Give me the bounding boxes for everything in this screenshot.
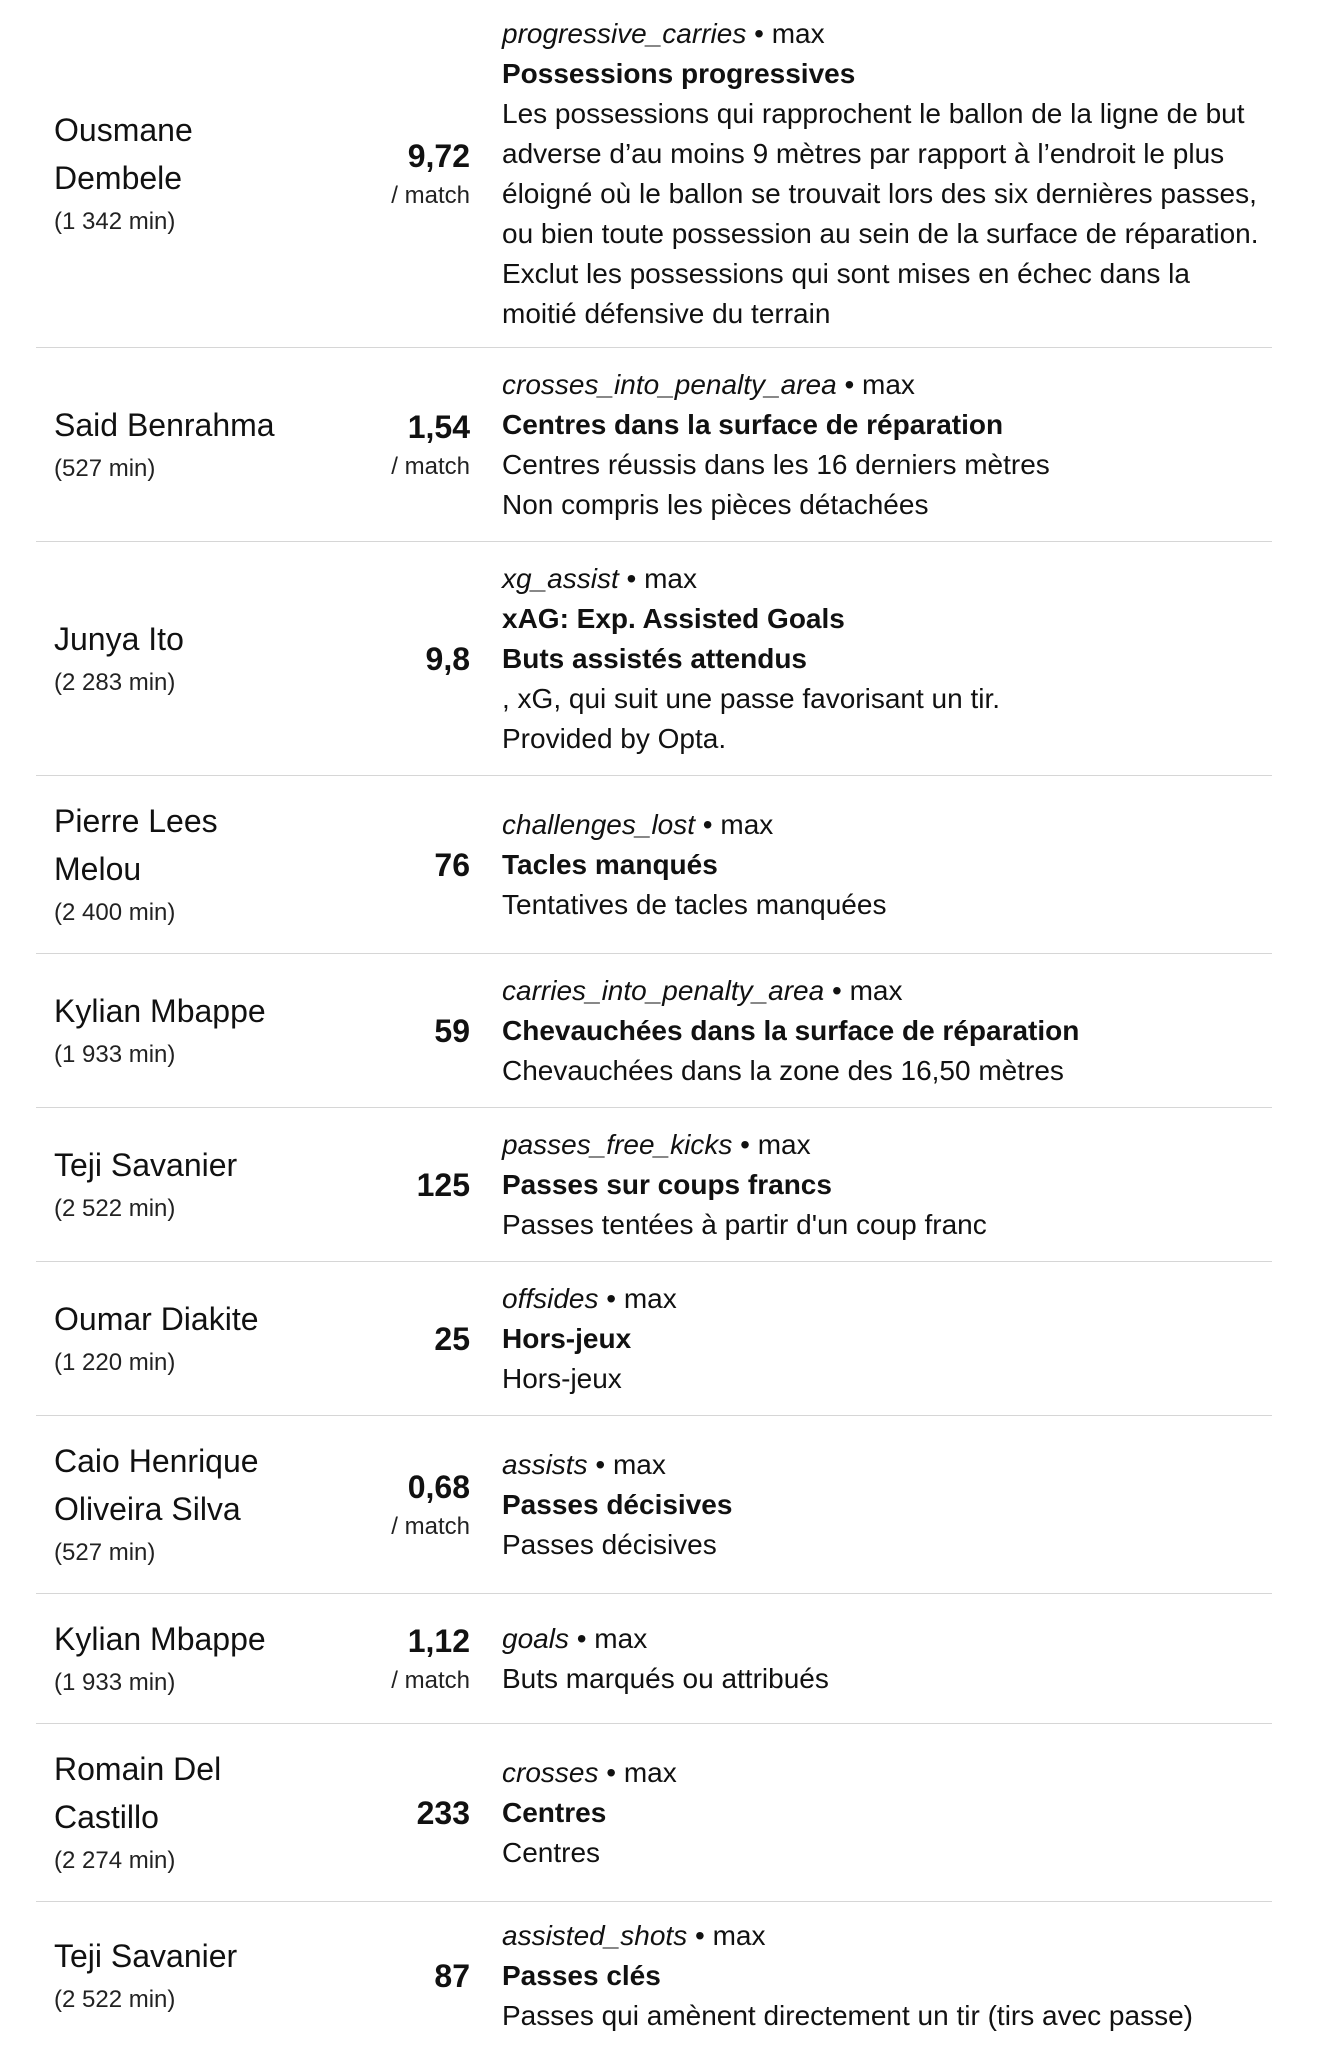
stat-description-cell bbox=[470, 971, 1272, 1091]
stat-key: carries_into_penalty_area bbox=[502, 974, 825, 1006]
record-row bbox=[36, 1262, 1272, 1416]
player-name: Ousmane Dembele bbox=[54, 111, 193, 196]
value-cell bbox=[326, 1465, 470, 1545]
stat-description: Chevauchées dans la zone des 16,50 mètres bbox=[502, 1054, 1064, 1086]
player-cell bbox=[36, 1141, 326, 1229]
stat-tag: • max bbox=[687, 1920, 766, 1951]
stat-key-line bbox=[502, 365, 1272, 405]
player-minutes: (2 283 min) bbox=[54, 668, 176, 696]
stat-key: assisted_shots bbox=[502, 1920, 688, 1951]
record-row bbox=[36, 954, 1272, 1108]
stat-key: crosses_into_penalty_area bbox=[502, 368, 837, 400]
player-cell bbox=[36, 1745, 326, 1881]
player-cell bbox=[36, 987, 326, 1075]
stat-title: Passes décisives bbox=[502, 1488, 733, 1520]
stat-description-cell bbox=[470, 805, 1272, 925]
stat-key-line bbox=[502, 1125, 1272, 1165]
stat-description-cell bbox=[470, 365, 1272, 525]
stat-value: 9,72 bbox=[407, 137, 470, 174]
stat-tag: • max bbox=[598, 1282, 677, 1314]
stat-title: Hors-jeux bbox=[502, 1322, 632, 1354]
player-cell bbox=[36, 1615, 326, 1703]
stat-description-cell bbox=[470, 559, 1272, 759]
value-cell bbox=[326, 1317, 470, 1361]
stat-description: Provided by Opta. bbox=[502, 722, 727, 754]
player-minutes: (2 522 min) bbox=[54, 1194, 176, 1222]
player-minutes: (2 522 min) bbox=[54, 1986, 176, 2013]
player-name: Oumar Diakite bbox=[54, 1300, 259, 1337]
player-cell bbox=[36, 1932, 326, 2020]
stat-title: Centres bbox=[502, 1796, 607, 1828]
player-minutes: (2 274 min) bbox=[54, 1846, 176, 1874]
player-cell bbox=[36, 1295, 326, 1383]
stat-key: crosses bbox=[502, 1756, 599, 1788]
player-name: Kylian Mbappe bbox=[54, 992, 266, 1029]
stat-key: challenges_lost bbox=[502, 808, 696, 840]
stat-key: progressive_carries bbox=[502, 17, 747, 49]
stat-key: offsides bbox=[502, 1282, 599, 1314]
stat-description: Passes tentées à partir d'un coup franc bbox=[502, 1208, 987, 1240]
player-name: Teji Savanier bbox=[54, 1146, 238, 1183]
record-row bbox=[36, 1416, 1272, 1594]
stat-description: Buts marqués ou attribués bbox=[502, 1662, 829, 1694]
stat-title: xAG: Exp. Assisted Goals bbox=[502, 602, 845, 634]
player-minutes: (1 342 min) bbox=[54, 207, 176, 235]
record-row bbox=[36, 1594, 1272, 1724]
stat-value: 25 bbox=[434, 1320, 470, 1357]
player-minutes: (1 933 min) bbox=[54, 1040, 176, 1068]
stat-key: goals bbox=[502, 1622, 569, 1654]
value-cell bbox=[326, 1009, 470, 1053]
stat-key: assists bbox=[502, 1448, 588, 1480]
stat-description-cell bbox=[470, 1619, 1272, 1699]
stat-description-cell bbox=[470, 14, 1272, 334]
stat-key-line bbox=[502, 1916, 1272, 1956]
stat-value: 125 bbox=[416, 1166, 470, 1203]
stat-key: passes_free_kicks bbox=[502, 1128, 733, 1160]
player-minutes: (1 220 min) bbox=[54, 1348, 176, 1376]
player-cell bbox=[36, 615, 326, 703]
player-minutes: (527 min) bbox=[54, 454, 156, 482]
record-row bbox=[36, 1724, 1272, 1902]
stat-unit: / match bbox=[391, 181, 470, 209]
player-cell bbox=[36, 106, 326, 242]
stat-unit: / match bbox=[391, 1512, 470, 1540]
stat-unit: / match bbox=[391, 1666, 470, 1694]
value-cell bbox=[326, 405, 470, 485]
player-minutes: (1 933 min) bbox=[54, 1668, 176, 1696]
stat-description-cell bbox=[470, 1916, 1272, 2036]
stat-description: Tentatives de tacles manquées bbox=[502, 888, 887, 920]
stat-tag: • max bbox=[618, 562, 697, 594]
stat-title: Chevauchées dans la surface de réparation bbox=[502, 1014, 1080, 1046]
player-name: Caio Henrique Oliveira Silva bbox=[54, 1442, 259, 1527]
player-name: Kylian Mbappe bbox=[54, 1620, 266, 1657]
stat-tag: • max bbox=[695, 808, 774, 840]
stat-description: Non compris les pièces détachées bbox=[502, 488, 929, 520]
stat-description-cell bbox=[470, 1445, 1272, 1565]
value-cell bbox=[326, 134, 470, 214]
stat-tag: • max bbox=[836, 368, 915, 400]
stat-value: 87 bbox=[434, 1958, 470, 1994]
stat-title: Possessions progressives bbox=[502, 57, 856, 89]
stat-description: Centres réussis dans les 16 derniers mètres bbox=[502, 448, 1050, 480]
stat-key-line bbox=[502, 971, 1272, 1011]
player-name: Junya Ito bbox=[54, 620, 184, 657]
stat-value: 76 bbox=[434, 846, 470, 883]
stat-title: Buts assistés attendus bbox=[502, 642, 807, 674]
player-name: Pierre Lees Melou bbox=[54, 802, 218, 887]
stat-description-cell bbox=[470, 1279, 1272, 1399]
stat-value: 59 bbox=[434, 1012, 470, 1049]
stat-key-line bbox=[502, 559, 1272, 599]
value-cell bbox=[326, 1619, 470, 1699]
stat-title: Passes sur coups francs bbox=[502, 1168, 832, 1200]
player-name: Teji Savanier bbox=[54, 1938, 238, 1974]
stat-description-cell bbox=[470, 1753, 1272, 1873]
stat-title: Tacles manqués bbox=[502, 848, 718, 880]
stat-key-line bbox=[502, 1619, 1272, 1659]
record-row bbox=[36, 1108, 1272, 1262]
value-cell bbox=[326, 1954, 470, 1998]
records-list bbox=[36, 0, 1272, 2050]
stat-value: 233 bbox=[416, 1794, 470, 1831]
stat-tag: • max bbox=[824, 974, 903, 1006]
player-name: Romain Del Castillo bbox=[54, 1750, 222, 1835]
stat-unit: / match bbox=[391, 452, 470, 480]
stat-description: Passes décisives bbox=[502, 1528, 717, 1560]
stat-tag: • max bbox=[746, 17, 825, 49]
player-name: Said Benrahma bbox=[54, 406, 275, 443]
record-row bbox=[36, 542, 1272, 776]
stat-description: Passes qui amènent directement un tir (tirs avec passe) bbox=[502, 2000, 1193, 2031]
stat-value: 1,12 bbox=[407, 1622, 470, 1659]
player-cell bbox=[36, 401, 326, 489]
player-minutes: (527 min) bbox=[54, 1538, 156, 1566]
player-cell bbox=[36, 797, 326, 933]
stat-key-line bbox=[502, 805, 1272, 845]
stat-description: Les possessions qui rapprochent le ballon de la ligne de but adverse d’au moins 9 mètres par rapport à l’endroit le plus éloigné où le ballon se trouvait lors des six dernières passes, ou bien toute possession au sein de la surface de réparation. Exclut les possessions qui sont mises en échec dans la moitié défensive du terrain bbox=[502, 97, 1259, 329]
stat-description: , xG, qui suit une passe favorisant un tir. bbox=[502, 682, 1001, 714]
stat-tag: • max bbox=[568, 1622, 648, 1654]
stat-title: Centres dans la surface de réparation bbox=[502, 408, 1004, 440]
stat-description-cell bbox=[470, 1125, 1272, 1245]
stat-key-line bbox=[502, 1445, 1272, 1485]
stat-description: Hors-jeux bbox=[502, 1362, 622, 1394]
value-cell bbox=[326, 1791, 470, 1835]
record-row bbox=[36, 0, 1272, 348]
stat-value: 9,8 bbox=[425, 640, 470, 677]
player-cell bbox=[36, 1437, 326, 1573]
stat-title: Passes clés bbox=[502, 1960, 661, 1991]
record-row bbox=[36, 1902, 1272, 2050]
value-cell bbox=[326, 637, 470, 681]
record-row bbox=[36, 776, 1272, 954]
stat-tag: • max bbox=[587, 1448, 666, 1480]
stat-value: 1,54 bbox=[407, 408, 470, 445]
stat-tag: • max bbox=[598, 1756, 677, 1788]
player-minutes: (2 400 min) bbox=[54, 898, 176, 926]
stat-key-line bbox=[502, 1279, 1272, 1319]
stat-tag: • max bbox=[732, 1128, 811, 1160]
stat-key: xg_assist bbox=[502, 562, 619, 594]
value-cell bbox=[326, 843, 470, 887]
stat-value: 0,68 bbox=[407, 1468, 470, 1505]
stat-description: Centres bbox=[502, 1836, 601, 1868]
stat-key-line bbox=[502, 14, 1272, 54]
record-row bbox=[36, 348, 1272, 542]
value-cell bbox=[326, 1163, 470, 1207]
stat-key-line bbox=[502, 1753, 1272, 1793]
